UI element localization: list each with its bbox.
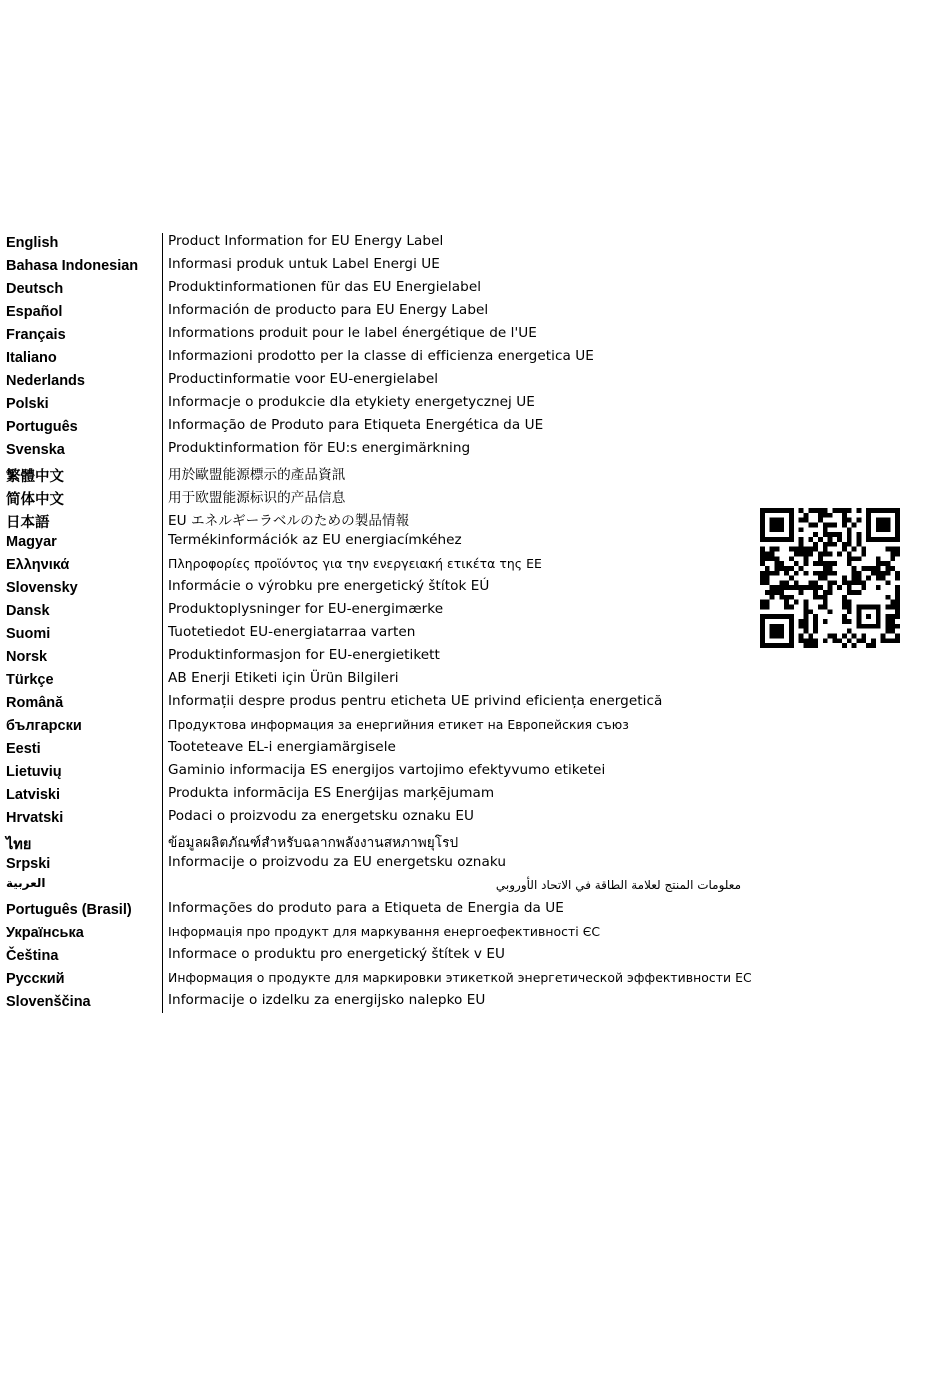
description-text: Informações do produto para a Etiqueta de Energia da UE — [168, 900, 564, 916]
row-lietuviu — [0, 761, 760, 784]
language-name: Nederlands — [6, 373, 85, 389]
language-name: Italiano — [6, 350, 57, 366]
row-thai — [0, 830, 760, 853]
language-name: Slovensky — [6, 580, 78, 596]
description-text: Продуктова информация за енергийния етикет на Европейския съюз — [168, 717, 629, 732]
row-nederlands — [0, 370, 760, 393]
language-name: Eesti — [6, 741, 41, 757]
row-norsk — [0, 646, 760, 669]
row-portugues — [0, 416, 760, 439]
description-text: 用於歐盟能源標示的產品資訊 — [168, 467, 346, 483]
row-dansk — [0, 600, 760, 623]
language-name: Bahasa Indonesian — [6, 258, 139, 274]
description-text: Информация о продукте для маркировки этикеткой энергетической эффективности ЕС — [168, 970, 752, 985]
row-francais — [0, 324, 760, 347]
row-svenska — [0, 439, 760, 462]
row-portugues-brasil — [0, 899, 760, 922]
language-name: Slovenščina — [6, 994, 91, 1010]
description-text: Tooteteave EL-i energiamärgisele — [168, 739, 396, 755]
description-text: Produktinformationen für das EU Energielabel — [168, 279, 482, 295]
language-name: Magyar — [6, 534, 57, 550]
language-name: العربية — [6, 876, 46, 890]
language-name: български — [6, 718, 82, 734]
row-romana — [0, 692, 760, 715]
description-text: Informace o produktu pro energetický štítek v EU — [168, 946, 506, 962]
row-traditional-chinese — [0, 462, 760, 485]
language-table — [0, 232, 760, 1014]
language-name: Deutsch — [6, 281, 64, 297]
description-text: Informații despre produs pentru eticheta UE privind eficiența energetică — [168, 693, 663, 709]
row-eesti — [0, 738, 760, 761]
row-simplified-chinese — [0, 485, 760, 508]
row-slovenscina — [0, 991, 760, 1014]
language-name: Українська — [6, 925, 84, 941]
language-name: Polski — [6, 396, 49, 412]
description-text: Informacje o produkcie dla etykiety energetycznej UE — [168, 394, 535, 410]
row-italiano — [0, 347, 760, 370]
qr-code-icon[interactable] — [760, 508, 900, 648]
row-slovensky — [0, 577, 760, 600]
language-name: Français — [6, 327, 66, 343]
language-name: Dansk — [6, 603, 50, 619]
row-greek — [0, 554, 760, 577]
language-name: Türkçe — [6, 672, 54, 688]
language-name: Русский — [6, 971, 65, 987]
description-text: Información de producto para EU Energy Label — [168, 302, 489, 318]
language-name: Español — [6, 304, 63, 320]
description-text: Інформація про продукт для маркування енергоефективності ЄС — [168, 924, 601, 939]
row-english — [0, 232, 760, 255]
row-ukrainian — [0, 922, 760, 945]
row-bahasa-indonesian — [0, 255, 760, 278]
language-name: Română — [6, 695, 64, 711]
description-text: Informasi produk untuk Label Energi UE — [168, 256, 440, 272]
description-text: EU エネルギーラベルのための製品情報 — [168, 513, 410, 529]
language-name: Ελληνικά — [6, 557, 70, 573]
language-name: Lietuvių — [6, 764, 62, 780]
language-name: Português (Brasil) — [6, 902, 132, 918]
row-espanol — [0, 301, 760, 324]
description-text: Informacije o izdelku za energijsko nalepko EU — [168, 992, 486, 1008]
description-text: Informação de Produto para Etiqueta Energética da UE — [168, 417, 544, 433]
description-text: Productinformatie voor EU-energielabel — [168, 371, 439, 387]
language-name: 日本語 — [6, 515, 50, 531]
description-text: Product Information for EU Energy Label — [168, 233, 444, 249]
row-japanese — [0, 508, 760, 531]
description-text: AB Enerji Etiketi için Ürün Bilgileri — [168, 670, 399, 686]
description-text: Produktoplysninger for EU-energimærke — [168, 601, 444, 617]
row-srpski — [0, 853, 760, 876]
language-name: Srpski — [6, 856, 51, 872]
language-name: ไทย — [6, 837, 32, 853]
description-text: Gaminio informacija ES energijos vartojimo efektyvumo etiketei — [168, 762, 606, 778]
description-text: Πληροφορίες προϊόντος για την ενεργειακή ετικέτα της ΕΕ — [168, 556, 542, 571]
row-suomi — [0, 623, 760, 646]
description-text: 用于欧盟能源标识的产品信息 — [168, 490, 346, 506]
description-text: Informazioni prodotto per la classe di efficienza energetica UE — [168, 348, 594, 364]
description-text: معلومات المنتج لعلامة الطاقة في الاتحاد الأوروبي — [495, 878, 741, 892]
row-latviski — [0, 784, 760, 807]
row-hrvatski — [0, 807, 760, 830]
description-text: Informacije o proizvodu za EU energetsku oznaku — [168, 854, 507, 870]
language-name: 简体中文 — [6, 492, 64, 508]
description-text: Produktinformation för EU:s energimärkning — [168, 440, 471, 456]
row-russian — [0, 968, 760, 991]
row-turkce — [0, 669, 760, 692]
language-name: Čeština — [6, 948, 59, 964]
row-arabic — [0, 876, 760, 899]
description-text: Tuotetiedot EU-energiatarraa varten — [168, 624, 416, 640]
row-cestina — [0, 945, 760, 968]
language-name: Latviski — [6, 787, 60, 803]
description-text: Informations produit pour le label énergétique de l'UE — [168, 325, 537, 341]
language-name: Português — [6, 419, 78, 435]
row-bulgarian — [0, 715, 760, 738]
language-name: English — [6, 235, 59, 251]
description-text: Termékinformációk az EU energiacímkéhez — [168, 532, 462, 548]
language-name: Suomi — [6, 626, 51, 642]
description-text: ข้อมูลผลิตภัณฑ์สำหรับฉลากพลังงานสหภาพยุโรป — [168, 835, 459, 851]
language-name: Norsk — [6, 649, 48, 665]
language-name: Svenska — [6, 442, 65, 458]
language-name: 繁體中文 — [6, 469, 64, 485]
language-name: Hrvatski — [6, 810, 64, 826]
description-text: Produktinformasjon for EU-energietikett — [168, 647, 440, 663]
row-deutsch — [0, 278, 760, 301]
row-magyar — [0, 531, 760, 554]
description-text: Informácie o výrobku pre energetický štítok EÚ — [168, 578, 490, 594]
description-text: Podaci o proizvodu za energetsku oznaku EU — [168, 808, 474, 824]
row-polski — [0, 393, 760, 416]
description-text: Produkta informācija ES Enerģijas marķējumam — [168, 785, 495, 801]
